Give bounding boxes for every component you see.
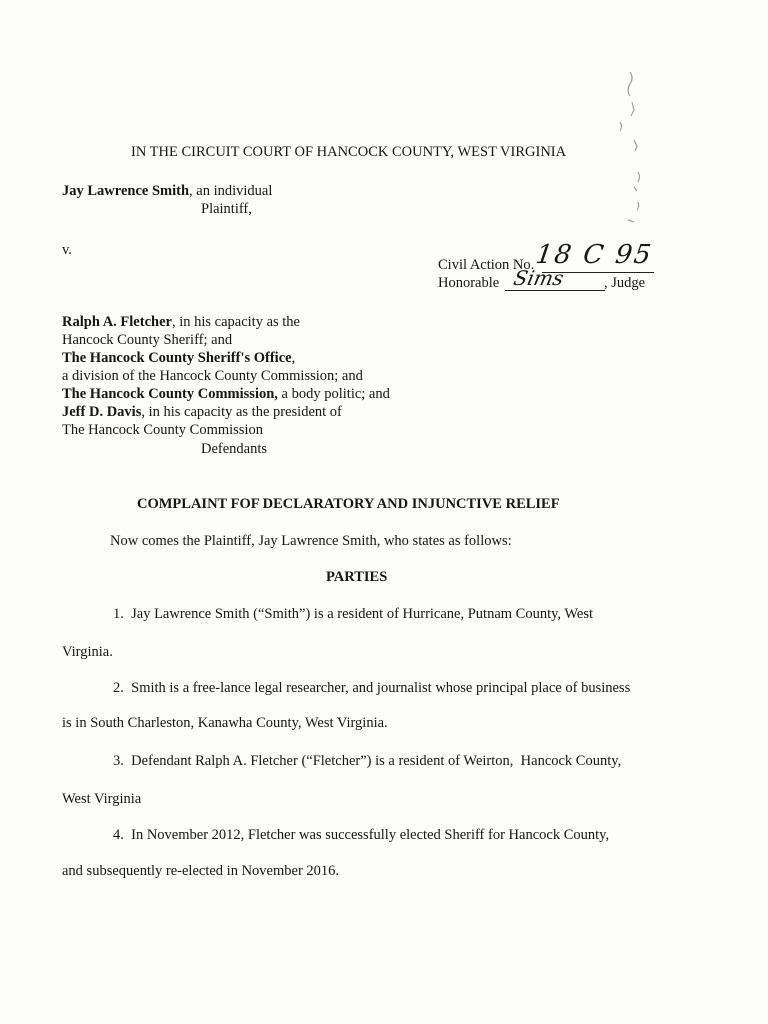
paragraph-1-line2: Virginia. <box>62 644 113 660</box>
plaintiff-desc: , an individual <box>189 183 273 199</box>
versus: v. <box>62 242 72 258</box>
defendant-2-line <box>62 349 295 367</box>
judge-rule <box>505 290 605 291</box>
defendant-3-line <box>62 385 390 403</box>
plaintiff-role: Plaintiff, <box>201 201 252 217</box>
plaintiff-line <box>62 182 272 200</box>
defendant-1-desc2: Hancock County Sheriff; and <box>62 332 233 348</box>
honorable-label: Honorable <box>438 275 500 291</box>
filing-stamp <box>590 62 670 242</box>
defendant-4-desc2: The Hancock County Commission <box>62 422 263 438</box>
document-title: COMPLAINT FOF DECLARATORY AND INJUNCTIVE RELIEF <box>137 496 560 512</box>
court-caption: IN THE CIRCUIT COURT OF HANCOCK COUNTY, WEST VIRGINIA <box>131 144 567 160</box>
judge-signature: Sims <box>511 266 566 290</box>
defendant-4-name: Jeff D. Davis <box>62 404 142 420</box>
defendant-1-name: Ralph A. Fletcher <box>62 314 172 330</box>
plaintiff-name: Jay Lawrence Smith <box>62 183 190 199</box>
defendant-1-desc: , in his capacity as the <box>171 314 300 330</box>
defendant-1-line <box>62 313 300 331</box>
civil-action-number: 18 C 95 <box>533 240 655 270</box>
judge-suffix: , Judge <box>604 275 646 291</box>
defendant-2-name: The Hancock County Sheriff's Office <box>62 350 292 366</box>
defendant-4-desc: , in his capacity as the president of <box>141 404 342 420</box>
defendant-4-line <box>62 403 342 421</box>
defendant-2-sep: , <box>291 350 296 366</box>
paragraph-3-line1: 3. Defendant Ralph A. Fletcher (“Fletcher”) is a resident of Weirton, Hancock County, <box>113 753 622 769</box>
paragraph-3-line2: West Virginia <box>62 791 142 807</box>
civil-action-label: Civil Action No. <box>438 257 535 273</box>
paragraph-4-line1: 4. In November 2012, Fletcher was successfully elected Sheriff for Hancock County, <box>113 827 610 843</box>
defendants-role: Defendants <box>201 441 268 457</box>
paragraph-1-line1: 1. Jay Lawrence Smith (“Smith”) is a resident of Hurricane, Putnam County, West <box>113 606 594 622</box>
defendant-3-name: The Hancock County Commission, <box>62 386 278 402</box>
defendant-3-desc: a body politic; and <box>277 386 390 402</box>
paragraph-2-line2: is in South Charleston, Kanawha County, West Virginia. <box>62 715 388 731</box>
paragraph-4-line2: and subsequently re-elected in November 2016. <box>62 863 340 879</box>
paragraph-2-line1: 2. Smith is a free-lance legal researcher, and journalist whose principal place of business <box>113 680 631 696</box>
intro-text: Now comes the Plaintiff, Jay Lawrence Smith, who states as follows: <box>110 533 512 549</box>
defendant-2-desc: a division of the Hancock County Commission; and <box>62 368 363 384</box>
section-heading: PARTIES <box>326 569 388 585</box>
